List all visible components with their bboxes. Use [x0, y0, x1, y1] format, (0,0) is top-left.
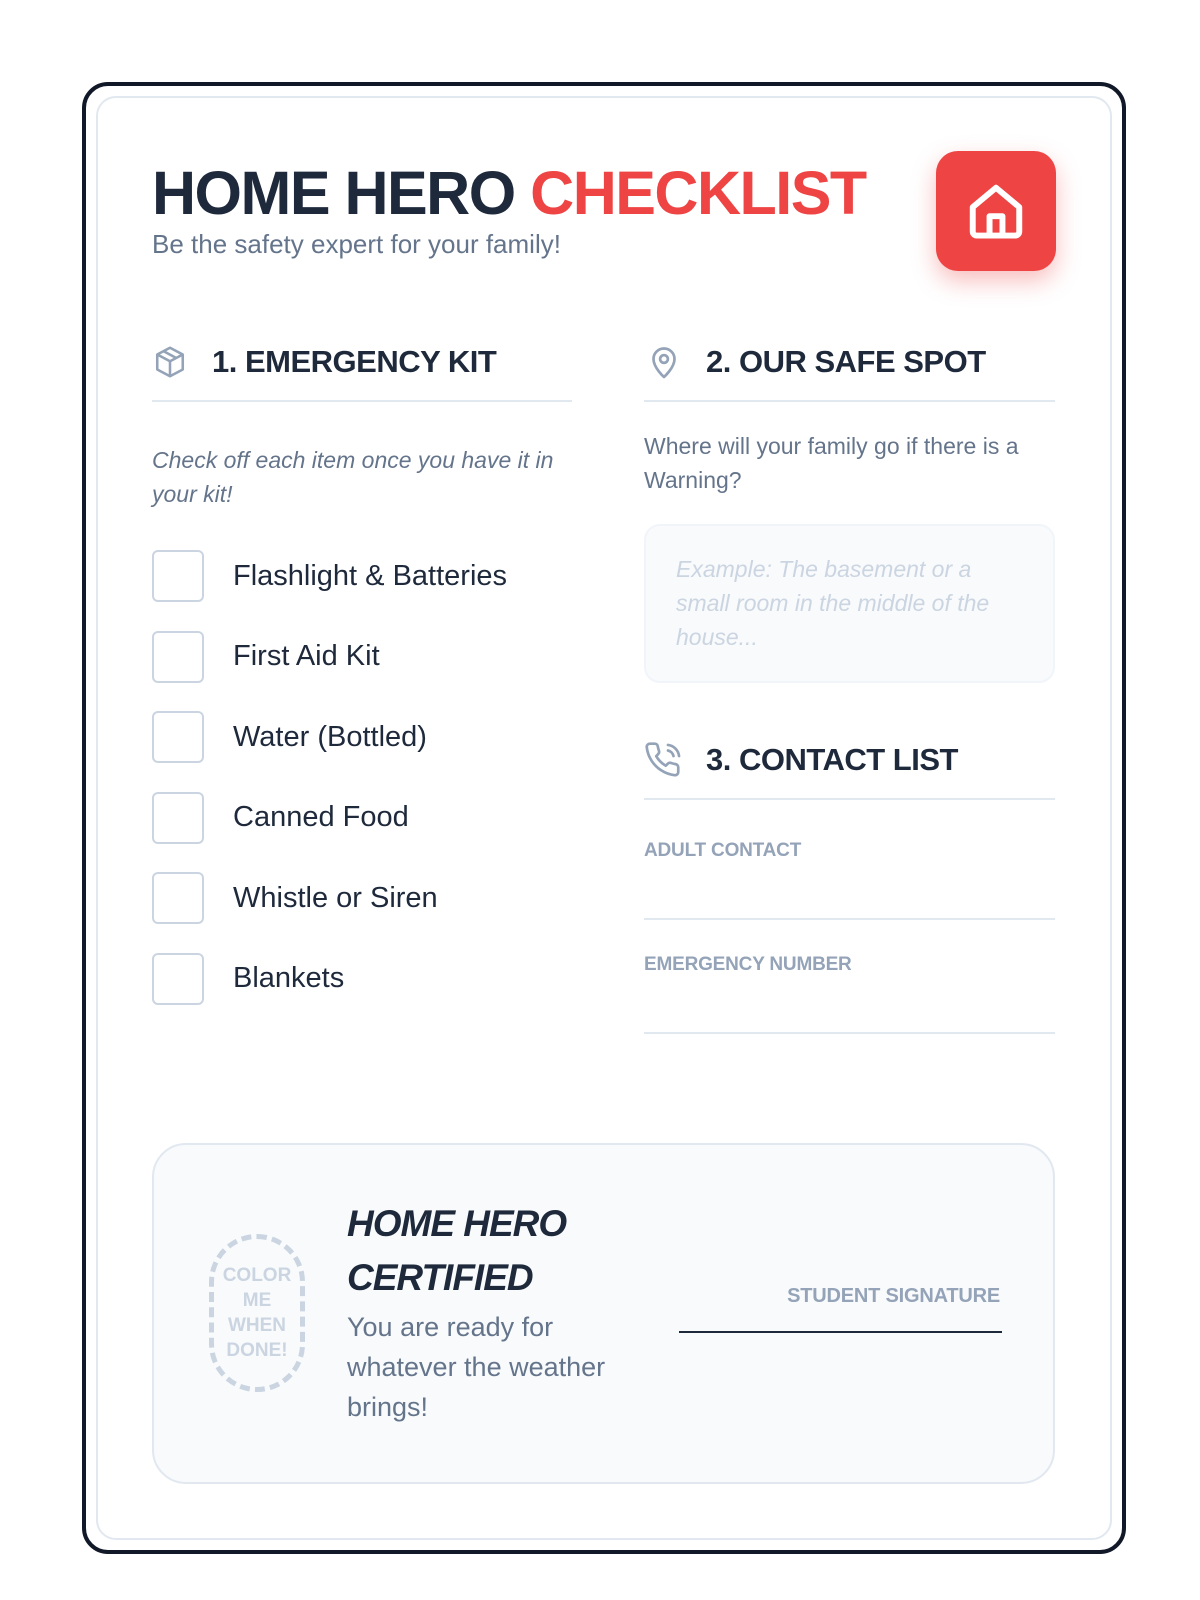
emergency-number-label: EMERGENCY NUMBER	[644, 954, 852, 975]
safe-spot-input[interactable]	[644, 524, 1055, 683]
contact-divider	[644, 798, 1055, 800]
contact-title: 3. CONTACT LIST	[706, 742, 958, 777]
checklist-item[interactable]	[152, 872, 572, 924]
checkbox[interactable]	[152, 631, 204, 683]
checklist-item[interactable]	[152, 550, 572, 602]
signature-line[interactable]	[679, 1331, 1002, 1333]
adult-contact-field[interactable]	[644, 882, 1055, 920]
checkbox[interactable]	[152, 550, 204, 602]
checklist-item-label: Blankets	[233, 962, 345, 994]
checklist-item-label: Water (Bottled)	[233, 720, 427, 753]
checklist-item[interactable]	[152, 792, 572, 844]
checkbox[interactable]	[152, 953, 204, 1005]
title-main: HOME HERO	[152, 159, 515, 227]
kit-checklist	[152, 550, 572, 1033]
checkbox[interactable]	[152, 711, 204, 763]
checklist-item-label: First Aid Kit	[233, 640, 380, 672]
checklist-item-label: Whistle or Siren	[233, 881, 438, 914]
emergency-number-field[interactable]	[644, 996, 1055, 1034]
certificate-subtitle: You are ready for whatever the weather brings!	[347, 1312, 606, 1422]
certificate-title: HOME HERO CERTIFIED	[347, 1203, 567, 1298]
safe-spot-question: Where will your family go if there is a Warning?	[644, 433, 1019, 493]
checklist-item[interactable]	[152, 711, 572, 763]
box-icon	[150, 342, 190, 382]
checkbox[interactable]	[152, 872, 204, 924]
color-me-badge[interactable]: COLOR ME WHEN DONE!	[209, 1234, 305, 1392]
title-accent: CHECKLIST	[530, 159, 866, 227]
home-icon	[965, 180, 1027, 242]
certificate-panel	[152, 1143, 1055, 1484]
safe-spot-divider	[644, 400, 1055, 402]
contact-section-header	[644, 740, 958, 780]
checklist-item[interactable]	[152, 953, 572, 1005]
map-pin-icon	[644, 342, 684, 382]
checklist-item[interactable]	[152, 631, 572, 683]
checklist-item-label: Canned Food	[233, 801, 409, 833]
page-title	[152, 158, 866, 228]
adult-contact-label: ADULT CONTACT	[644, 840, 802, 861]
page-subtitle: Be the safety expert for your family!	[152, 229, 561, 259]
home-button[interactable]	[936, 151, 1056, 271]
safe-spot-title: 2. OUR SAFE SPOT	[706, 344, 986, 379]
safe-spot-section-header	[644, 342, 986, 382]
signature-label: STUDENT SIGNATURE	[787, 1285, 1000, 1307]
kit-section-header	[150, 342, 496, 382]
phone-icon	[644, 740, 684, 780]
checkbox[interactable]	[152, 792, 204, 844]
checklist-item-label: Flashlight & Batteries	[233, 559, 508, 592]
kit-divider	[152, 400, 572, 402]
kit-title: 1. EMERGENCY KIT	[212, 344, 497, 379]
kit-hint: Check off each item once you have it in your kit!	[152, 447, 554, 507]
